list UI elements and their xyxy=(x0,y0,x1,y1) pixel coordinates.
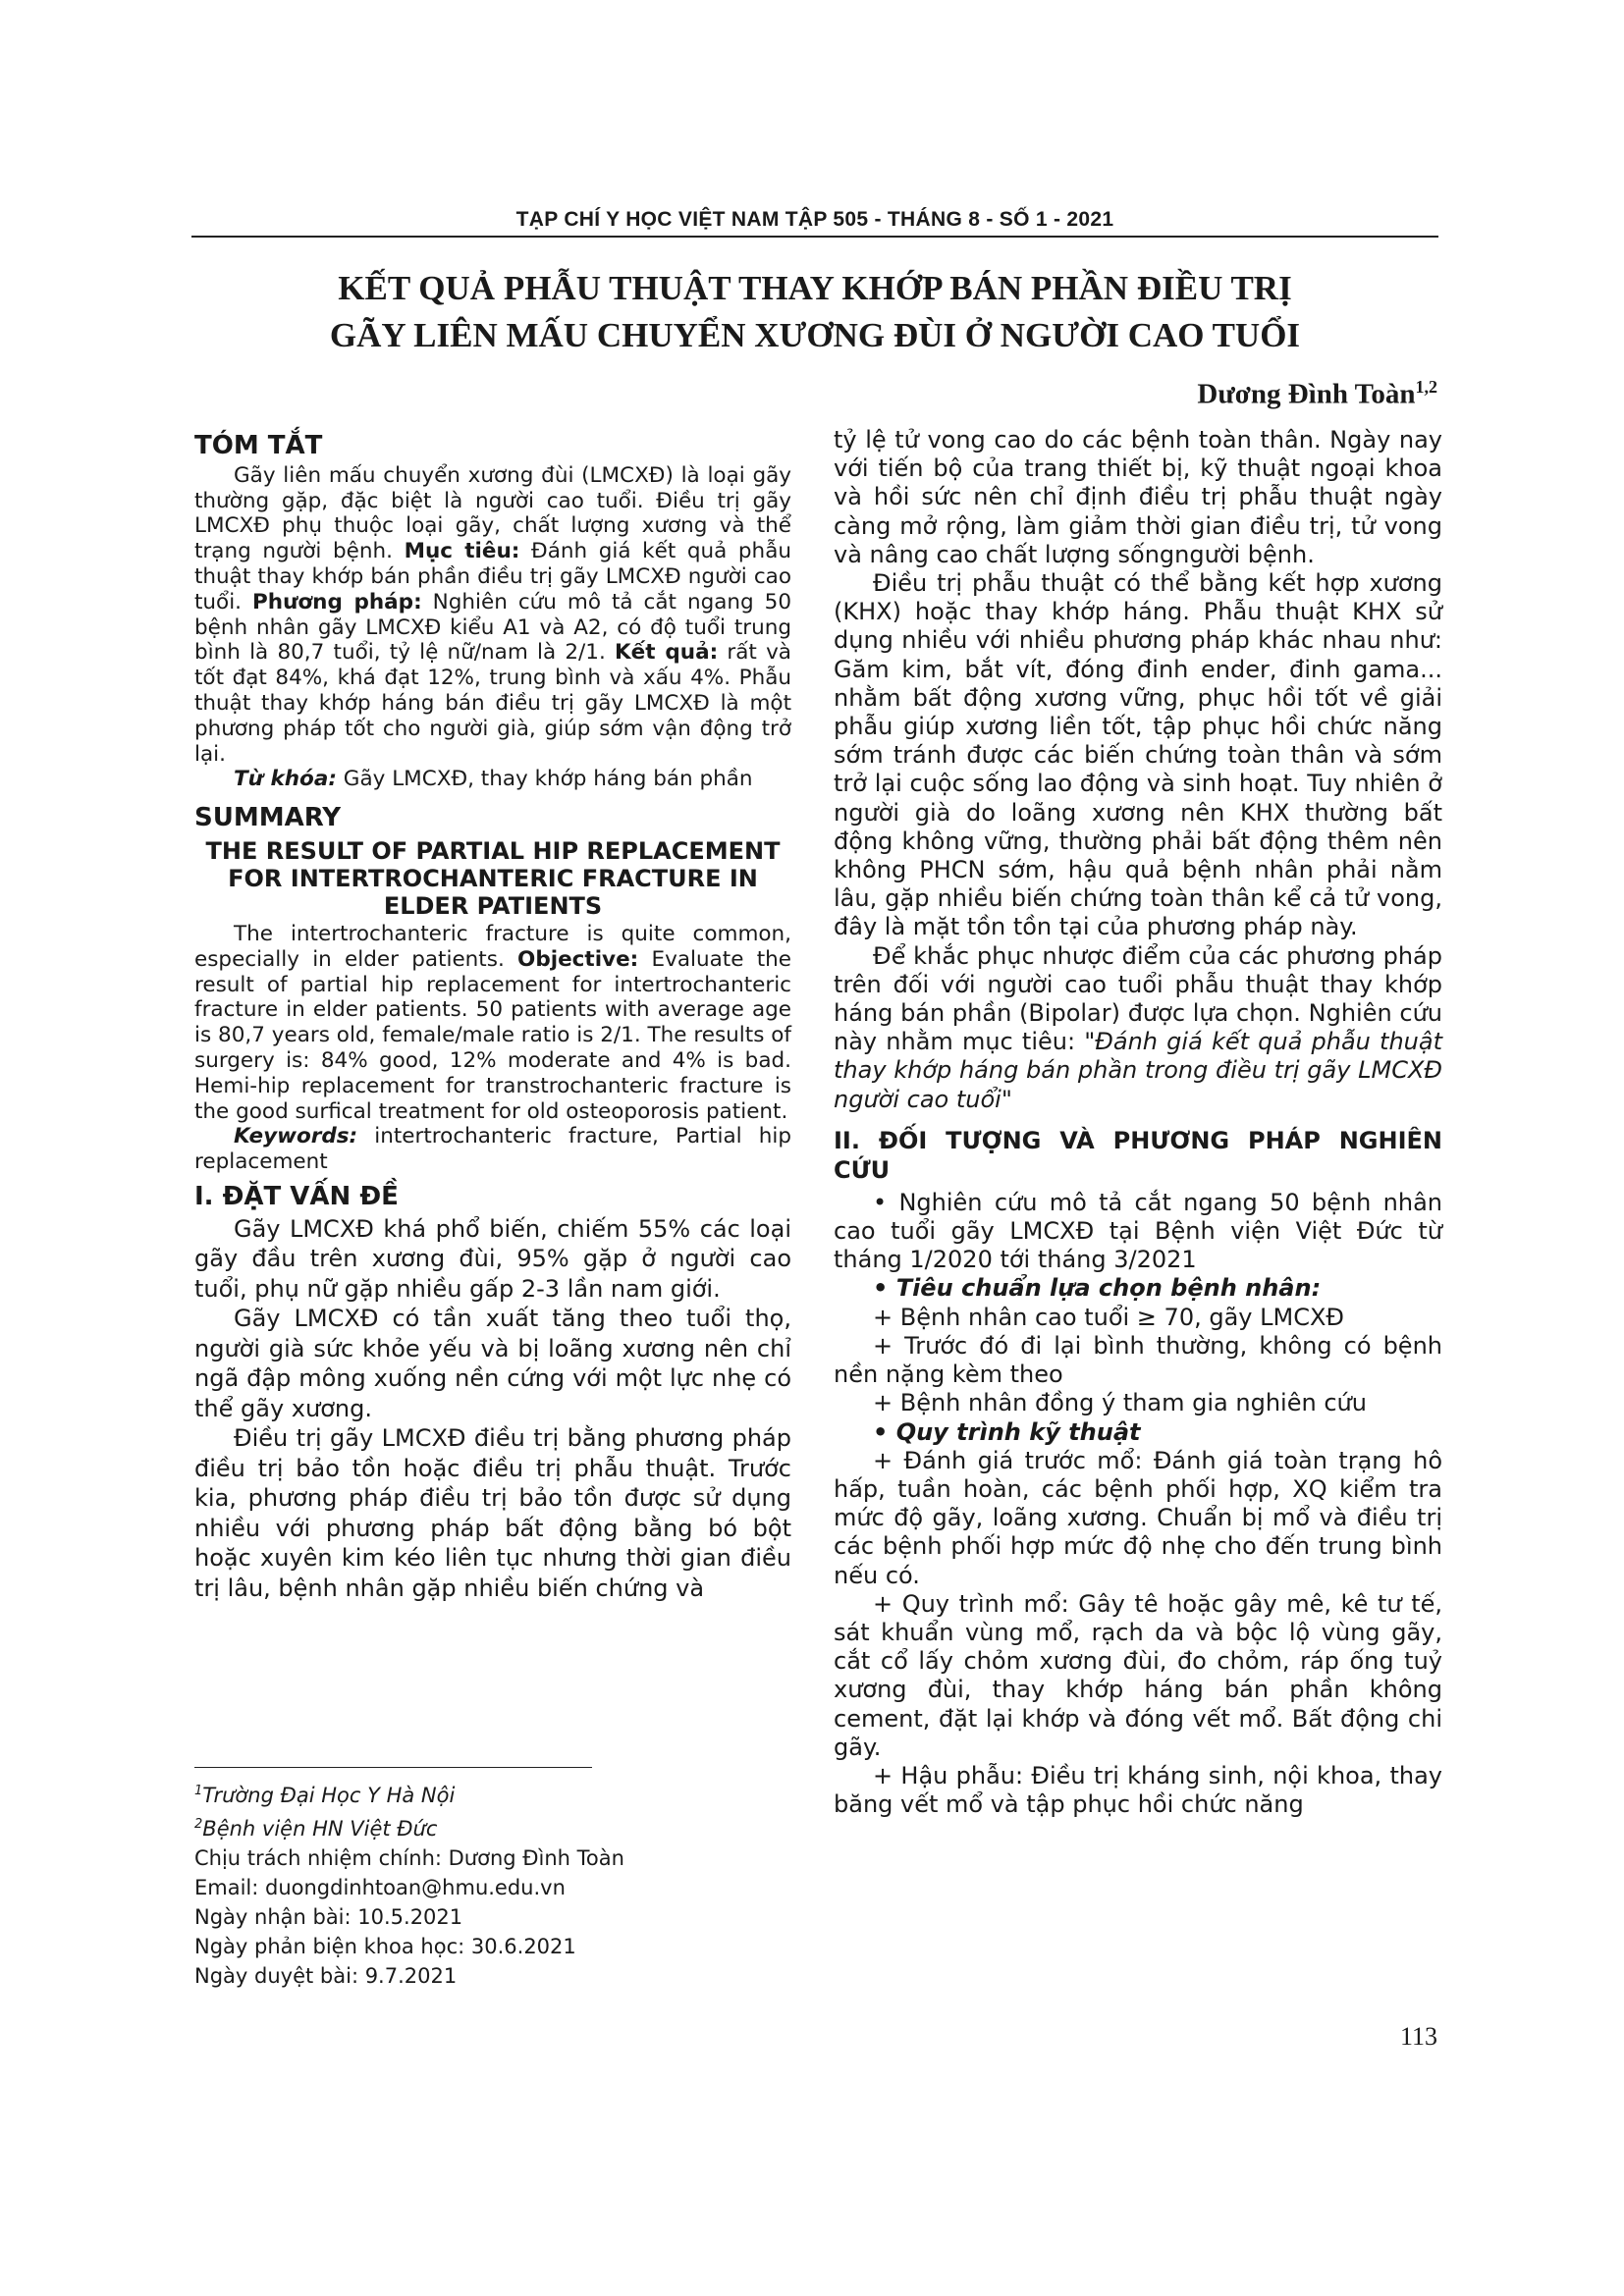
footnote-reviewed: Ngày phản biện khoa học: 30.6.2021 xyxy=(194,1935,576,1958)
footnote-1-text: Trường Đại Học Y Hà Nội xyxy=(202,1784,456,1807)
section-1-body xyxy=(194,1214,791,1604)
right-column xyxy=(834,426,1442,1819)
summary-heading: SUMMARY xyxy=(194,803,342,833)
section-1-paragraph: Điều trị gãy LMCXĐ điều trị bằng phương pháp điều trị bảo tồn hoặc điều trị phẫu thuật. Trước kia, phương pháp điều trị bảo tồn được sử dụng nhiều với phương pháp bất động bằng bó bột hoặc xuyên kim kéo liên tục nhưng thời gian điều trị lâu, bệnh nhân gặp nhiều biến chứng và xyxy=(194,1424,791,1602)
criteria-item: + Bệnh nhân đồng ý tham gia nghiên cứu xyxy=(873,1389,1367,1417)
header-rule xyxy=(191,236,1438,238)
aim-intro: Để khắc phục nhược điểm của các phương pháp trên đối với người cao tuổi phẫu thuật thay khớp háng bán phần (Bipolar) được lựa chọn. Nghiên cứu này nhằm mục tiêu: xyxy=(834,941,1442,1056)
footnotes xyxy=(194,1777,791,1991)
procedure-step: + Hậu phẫu: Điều trị kháng sinh, nội khoa, thay băng vết mổ và tập phục hồi chức năng xyxy=(834,1761,1442,1819)
section-1-continued: tỷ lệ tử vong cao do các bệnh toàn thân. Ngày nay với tiến bộ của trang thiết bị, kỹ thuật ngoại khoa và hồi sức nên chỉ định điều trị phẫu thuật ngày càng mở rộng, làm giảm thời gian điều trị, tử vong và nâng cao chất lượng sốngngười bệnh. xyxy=(834,426,1442,568)
footnote-email: Email: duongdinhtoan@hmu.edu.vn xyxy=(194,1876,566,1899)
section-2-heading: II. ĐỐI TƯỢNG VÀ PHƯƠNG PHÁP NGHIÊN CỨU xyxy=(834,1126,1442,1184)
journal-header: TẠP CHÍ Y HỌC VIỆT NAM TẬP 505 - THÁNG 8 - SỐ 1 - 2021 xyxy=(515,208,1114,231)
footnote-2-text: Bệnh viện HN Việt Đức xyxy=(202,1817,438,1841)
keywords-en xyxy=(194,1124,791,1175)
abstract-paragraph xyxy=(194,463,791,768)
method-label: Phương pháp: xyxy=(252,589,422,614)
criteria-heading: • Tiêu chuẩn lựa chọn bệnh nhân: xyxy=(873,1274,1322,1303)
footnote-rule xyxy=(194,1767,592,1768)
objective-label: Mục tiêu: xyxy=(404,539,520,564)
title-line-2: GÃY LIÊN MẤU CHUYỂN XƯƠNG ĐÙI Ở NGƯỜI CAO TUỔI xyxy=(329,316,1301,354)
summary-intro: The intertrochanteric fracture is quite common, especially in elder patients. xyxy=(194,921,791,972)
section-2-design: • Nghiên cứu mô tả cắt ngang 50 bệnh nhân cao tuổi gãy LMCXĐ tại Bệnh viện Việt Đức từ tháng 1/2020 tới tháng 3/2021 xyxy=(834,1188,1442,1274)
section-1-paragraph: Gãy LMCXĐ có tần xuất tăng theo tuổi thọ, người già sức khỏe yếu và bị loãng xương nên chỉ ngã đập mông xuống nền cứng với một lực nhẹ có thể gãy xương. xyxy=(194,1305,791,1422)
result-label: Kết quả: xyxy=(615,640,719,666)
footnote-accepted: Ngày duyệt bài: 9.7.2021 xyxy=(194,1964,458,1988)
procedure-step: + Đánh giá trước mổ: Đánh giá toàn trạng hô hấp, tuần hoàn, các bệnh phối hợp, XQ kiểm tra mức độ gãy, loãng xương. Chuẩn bị mổ và điều trị các bệnh phối hợp mức độ nhẹ cho đến trung bình nếu có. xyxy=(834,1446,1442,1589)
author-affiliation: 1,2 xyxy=(1415,377,1437,397)
abstract-intro: Gãy liên mấu chuyển xương đùi (LMCXĐ) là loại gãy thường gặp, đặc biệt là người cao tuổi. Điều trị gãy LMCXĐ phụ thuộc loại gãy, chất lượng xương và thể trạng người bệnh. xyxy=(194,462,791,564)
procedure-step: + Quy trình mổ: Gây tê hoặc gây mê, kê tư tế, sát khuẩn vùng mổ, rạch da và bộc lộ vùng gãy, cắt cổ lấy chỏm xương đùi, đo chỏm, ráp ống tuỷ xương đùi, thay khớp háng bán phần không cement, đặt lại khớp và đóng vết mổ. Bất động chi gãy. xyxy=(834,1589,1442,1761)
summary-objective-text: Evaluate the result of partial hip replacement for intertrochanteric fracture in elder patients. 50 patients with average age is 80,7 years old, female/male ratio is 2/1. The results of surgery is: 84% good, 12% moderate and 4% is bad. Hemi-hip replacement for transtrochanteric fracture is the good surfical treatment for old osteoporosis patient. xyxy=(194,946,791,1124)
footnote-2: $^2$Bệnh viện HN Việt Đức xyxy=(194,1817,438,1841)
section-1-aim xyxy=(834,942,1442,1114)
section-1-paragraph: Điều trị phẫu thuật có thể bằng kết hợp xương (KHX) hoặc thay khớp háng. Phẫu thuật KHX sử dụng nhiều với nhiều phương pháp khác nhau như: Găm kim, bắt vít, đóng đinh ender, đinh gama... nhằm bất động xương vững, phục hồi tốt về giải phẫu giúp xương liền tốt, tập phục hồi chức năng sớm tránh được các biến chứng toàn thân và sớm trở lại cuộc sống lao động và sinh hoạt. Tuy nhiên ở người già do loãng xương nên KHX thường bất động không vững, thường phải bất động thêm nên không PHCN sớm, hậu quả bệnh nhân phải nằm lâu, gặp nhiều biến chứng toàn thân kể cả tử vong, đây là mặt tồn tồn tại của phương pháp này. xyxy=(834,569,1442,941)
aim-quote: "Đánh giá kết quả phẫu thuật thay khớp háng bán phần trong điều trị gãy LMCXĐ người cao tuổi" xyxy=(834,1028,1442,1113)
section-1-paragraph: Gãy LMCXĐ khá phổ biến, chiếm 55% các loại gãy đầu trên xương đùi, 95% gặp ở người cao tuổi, phụ nữ gặp nhiều gấp 2-3 lần nam giới. xyxy=(194,1214,791,1303)
title-line-1: KẾT QUẢ PHẪU THUẬT THAY KHỚP BÁN PHẦN ĐIỀU TRỊ xyxy=(338,269,1292,307)
page-number: 113 xyxy=(1399,2022,1437,2051)
author xyxy=(1197,377,1437,411)
footnote-responsible: Chịu trách nhiệm chính: Dương Đình Toàn xyxy=(194,1846,624,1870)
summary-paragraph xyxy=(194,922,791,1124)
abstract-heading: TÓM TẮT xyxy=(194,431,323,460)
author-name: Dương Đình Toàn xyxy=(1197,378,1416,410)
method-text: Nghiên cứu mô tả cắt ngang 50 bệnh nhân gãy LMCXĐ kiểu A1 và A2, có độ tuổi trung bình là 80,7 tuổi, tỷ lệ nữ/nam là 2/1. xyxy=(194,589,791,666)
result-text: rất và tốt đạt 84%, khá đạt 12%, trung bình và xấu 4%. Phẫu thuật thay khớp háng bán điều trị gãy LMCXĐ là một phương pháp tốt cho người già, giúp sớm vận động trở lại. xyxy=(194,640,791,767)
left-column xyxy=(194,426,791,1603)
summary-title: THE RESULT OF PARTIAL HIP REPLACEMENT FOR INTERTROCHANTERIC FRACTURE IN ELDER PATIENTS xyxy=(205,836,781,920)
keywords-vi-label: Từ khóa: xyxy=(234,767,337,792)
summary-objective-label: Objective: xyxy=(517,946,639,972)
procedure-heading: • Quy trình kỹ thuật xyxy=(873,1417,1141,1446)
criteria-item: + Trước đó đi lại bình thường, không có bệnh nền nặng kèm theo xyxy=(834,1331,1442,1389)
objective-text: Đánh giá kết quả phẫu thuật thay khớp bán phần điều trị gãy LMCXĐ người cao tuổi. xyxy=(194,539,791,614)
footnote-received: Ngày nhận bài: 10.5.2021 xyxy=(194,1905,463,1929)
footnote-1: $^1$Trường Đại Học Y Hà Nội xyxy=(194,1784,456,1807)
criteria-item: + Bệnh nhân cao tuổi ≥ 70, gãy LMCXĐ xyxy=(873,1303,1344,1331)
keywords-vi-text: Gãy LMCXĐ, thay khớp háng bán phần xyxy=(343,767,753,792)
keywords-vi xyxy=(194,767,791,792)
keywords-en-label: Keywords: xyxy=(234,1124,358,1149)
section-1-heading: I. ĐẶT VẤN ĐỀ xyxy=(194,1181,399,1211)
keywords-en-text: intertrochanteric fracture, Partial hip replacement xyxy=(194,1124,791,1175)
article-title xyxy=(191,265,1438,359)
